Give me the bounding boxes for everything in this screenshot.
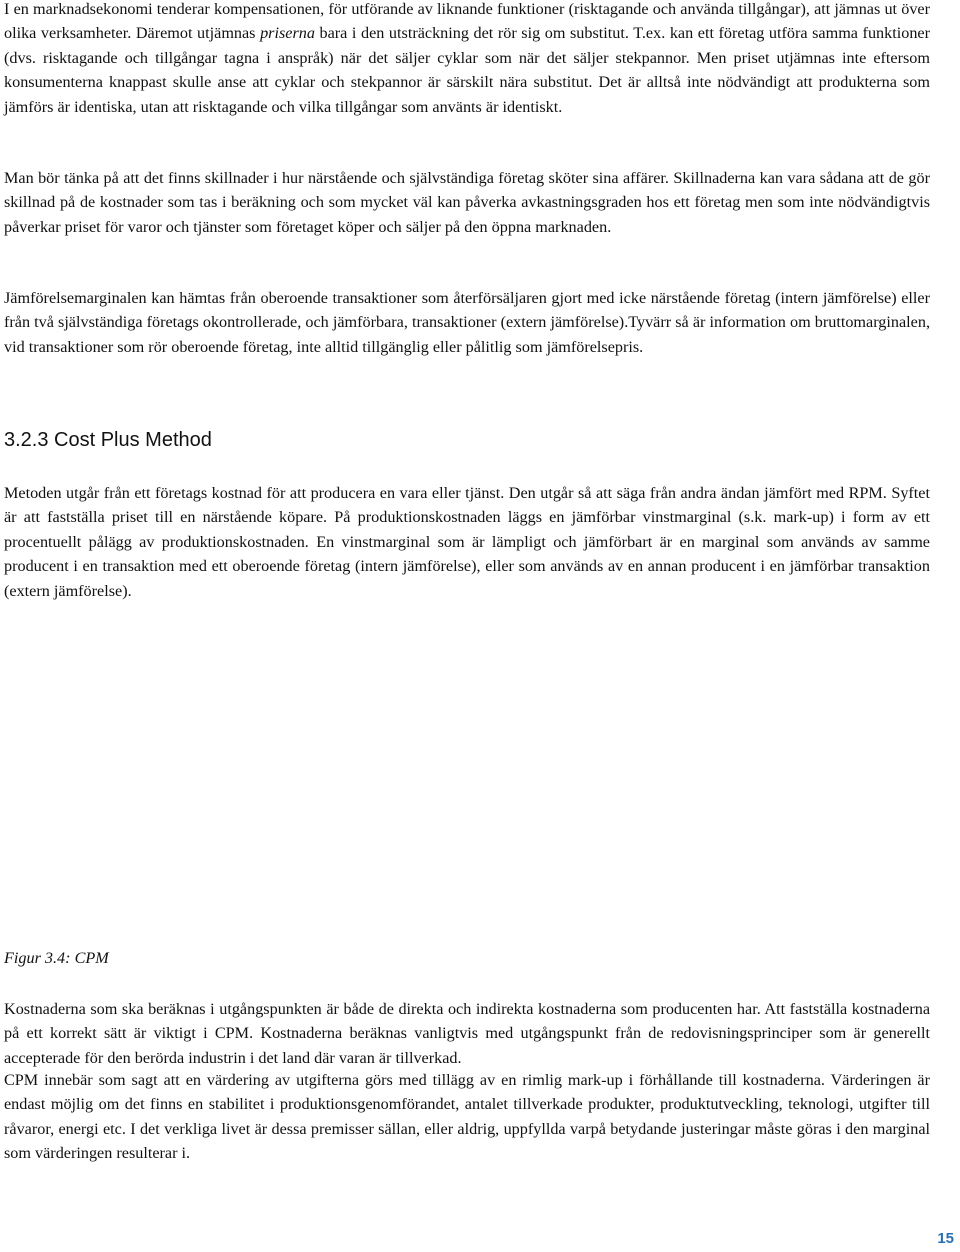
figure-placeholder	[4, 620, 930, 940]
paragraph-market-economy	[4, 0, 930, 119]
paragraph-costs: Kostnaderna som ska beräknas i utgångspunkten är både de direkta och indirekta kostnaderna som producenten har. Att fastställa kostnaderna på ett korrekt sätt är viktigt i CPM. Kostnaderna beräknas vanligtvis med utgångspunkt från de redovisningsprinciper som är generellt accepterade för den berörda industrin i det land där varan är tillverkad.	[4, 1000, 930, 1067]
paragraph-text: bara i den utsträckning det rör sig om substitut. T.ex. kan ett företag utföra samma funktioner (dvs. risktagande och tillgångar tagna i anspråk) när det säljer cyklar som när det säljer stekpannor. Men priset utjämnas inte eftersom konsumenterna knappast skulle anse att cyklar och stekpannor är särskilt nära substitut. Det är alltså inte nödvändigt att produkterna som jämförs är identiska, utan att risktagande och vilka tillgångar som använts är identiskt.	[4, 24, 930, 116]
paragraph-comparison-margin: Jämförelsemarginalen kan hämtas från oberoende transaktioner som återförsäljaren gjort med icke närstående företag (intern jämförelse) eller från två självständiga företags okontrollerade, och jämförbara, transaktioner (extern jämförelse).Tyvärr så är information om bruttomarginalen, vid transaktioner som rör oberoende företag, inte alltid tillgänglig eller pålitlig som jämförelsepris.	[4, 289, 930, 356]
paragraph-differences: Man bör tänka på att det finns skillnader i hur närstående och självständiga företag sköter sina affärer. Skillnaderna kan vara sådana att de gör skillnad på de kostnader som tas i beräkning och som mycket väl kan påverka avkastningsgraden hos ett företag men som inte nödvändigtvis påverkar priset för varor och tjänster som företaget köper och säljer på den öppna marknaden.	[4, 169, 930, 236]
section-heading: 3.2.3 Cost Plus Method	[4, 429, 212, 451]
paragraph-cpm-valuation: CPM innebär som sagt att en värdering av utgifterna görs med tillägg av en rimlig mark-up i förhållande till kostnaderna. Värderingen är endast möjlig om det finns en stabilitet i produktionsgenomförandet, antalet tillverkade produkter, produktutveckling, teknologi, utgifter till råvaror, energi etc. I det verkliga livet är dessa premisser sällan, eller aldrig, uppfyllda varpå betydande justeringar måste göras i den marginal som värderingen resulterar i.	[4, 1071, 930, 1163]
page-number: 15	[937, 1230, 954, 1247]
paragraph-method: Metoden utgår från ett företags kostnad för att producera en vara eller tjänst. Den utgår så att säga från andra ändan jämfört med RPM. Syftet är att fastställa priset till en närstående köpare. På produktionskostnaden läggs en jämförbar vinstmarginal (s.k. mark-up) i form av ett procentuellt pålägg av produktionskostnaden. En vinstmarginal som är lämpligt och jämförbart är en marginal som används av samme producent i en transaktion med ett oberoende företag (intern jämförelse), eller som används av en annan producent i en jämförbar transaktion (extern jämförelse).	[4, 484, 930, 600]
paragraph-text: I en marknadsekonomi tenderar kompensationen, för utförande av liknande funktioner (risktagande och använda tillgångar), att jämnas ut över olika verksamheter. Däremot utjämnas	[4, 0, 930, 43]
emphasized-word: priserna	[260, 24, 315, 43]
figure-caption: Figur 3.4: CPM	[4, 949, 109, 967]
